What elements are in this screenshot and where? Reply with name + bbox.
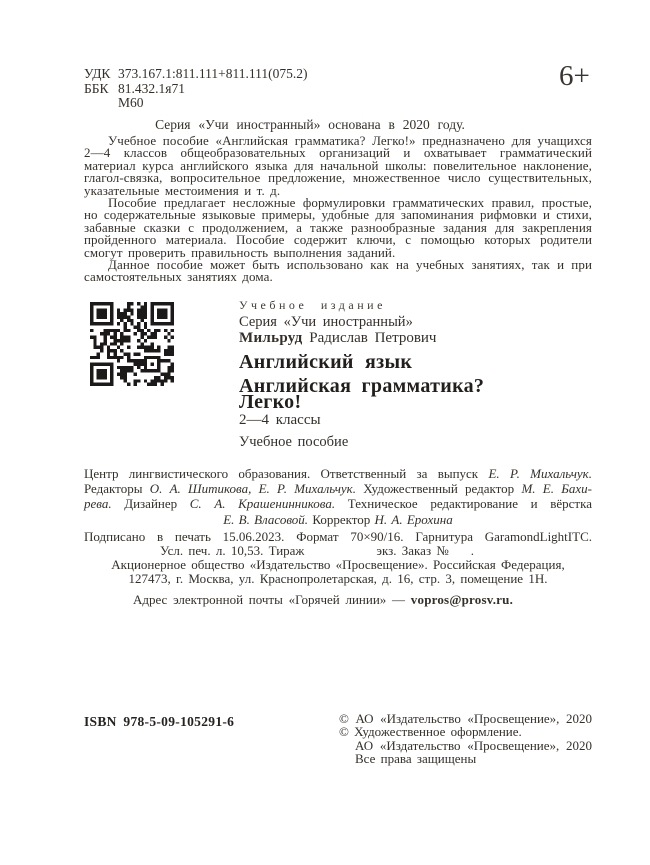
annotation-paragraph: Данное пособие может быть использовано как на учебных занятиях, так и при самостоятельных занятиях дома. — [84, 257, 592, 285]
annotation-paragraph: Учебное пособие «Английская грамматика? Легко!» предназначено для учащихся 2—4 классов общеобразовательных организаций и охватывает грамматический материал курса английского языка для начальной школы: повелительное наклонение, глагол-связка, вопросительное предложение, множественное число существительных, указательные местоимения и т. д. — [84, 133, 592, 198]
grades-line: 2—4 классы — [239, 412, 321, 428]
copyright-block — [339, 712, 592, 766]
author-code-row — [84, 96, 307, 111]
book-title-line2: Легко! — [239, 391, 302, 413]
order-label: экз. Заказ № — [376, 543, 449, 558]
annotation-paragraph: Пособие предлагает несложные формулировки грамматических правил, простые, но содержательные языковые примеры, удобные для запоминания рифмовки и стихи, забавные сказки с продолжением, а также разнообразные задания для закрепления пройденного материала. Пособие содержит ключи, с помощью которых родители смогут проверить правильность выполнения заданий. — [84, 195, 592, 260]
edition-kind-label: Учебное издание — [239, 298, 386, 312]
udk-row — [84, 67, 307, 82]
classification-block — [84, 67, 307, 111]
hotline-label: Адрес электронной почты «Горячей линии» — — [132, 592, 411, 607]
qr-code — [90, 302, 174, 386]
credits-line: Е. В. Власовой. Корректор Н. А. Ерохина — [223, 511, 453, 527]
credits-line: рева. Дизайнер С. А. Крашенинникова. Техническое редактирование и вёрстка — [84, 496, 592, 512]
credits-line: Центр лингвистического образования. Ответственный за выпуск Е. Р. Михальчук. — [84, 466, 592, 481]
subject-title: Английский язык — [239, 351, 413, 373]
isbn: ISBN 978-5-09-105291-6 — [84, 714, 235, 729]
series-founded-note: Серия «Учи иностранный» основана в 2020 году. — [155, 117, 465, 132]
hotline-email-line — [84, 592, 592, 608]
author-name: Радислав Петрович — [302, 330, 437, 346]
copyright-line: © АО «Издательство «Просвещение», 2020 — [339, 711, 592, 726]
edition-block — [239, 296, 599, 456]
print-info-line1: Подписано в печать 15.06.2023. Формат 70×90/16. Гарнитура GaramondLightITC. — [84, 529, 592, 544]
bbk-label: ББК — [84, 80, 109, 96]
age-rating-badge: 6+ — [559, 60, 590, 92]
udk-label: УДК — [84, 66, 111, 81]
author-surname: Мильруд — [239, 330, 303, 346]
author-line — [239, 330, 436, 347]
publisher-line2: 127473, г. Москва, ул. Краснопролетарская, д. 16, стр. 3, помещение 1Н. — [128, 570, 548, 586]
hotline-email: vopros@prosv.ru. — [410, 592, 514, 607]
author-code: М60 — [118, 95, 144, 111]
annotation-block — [84, 135, 592, 284]
publisher-line1: Акционерное общество «Издательство «Просвещение». Российская Федерация, — [111, 557, 565, 572]
print-run-prefix: Усл. печ. л. 10,53. Тираж — [160, 543, 305, 558]
copyright-line: АО «Издательство «Просвещение», 2020 — [355, 737, 592, 753]
book-title-line1: Английская грамматика? — [239, 375, 485, 397]
bbk-value: 81.432.1я71 — [118, 80, 185, 96]
credits-block — [84, 466, 592, 527]
line-period: . — [470, 543, 474, 558]
edition-type: Учебное пособие — [239, 434, 349, 450]
copyright-line: © Художественное оформление. — [339, 724, 522, 740]
bbk-row — [84, 82, 307, 97]
udk-value: 373.167.1:811.111+811.111(075.2) — [118, 66, 308, 81]
copyright-line: Все права защищены — [355, 751, 477, 767]
credits-line: Редакторы О. А. Шитикова, Е. Р. Михальчук. Художественный редактор М. Е. Бахи- — [84, 481, 592, 497]
publisher-block — [84, 558, 592, 586]
edition-series: Серия «Учи иностранный» — [239, 314, 413, 330]
